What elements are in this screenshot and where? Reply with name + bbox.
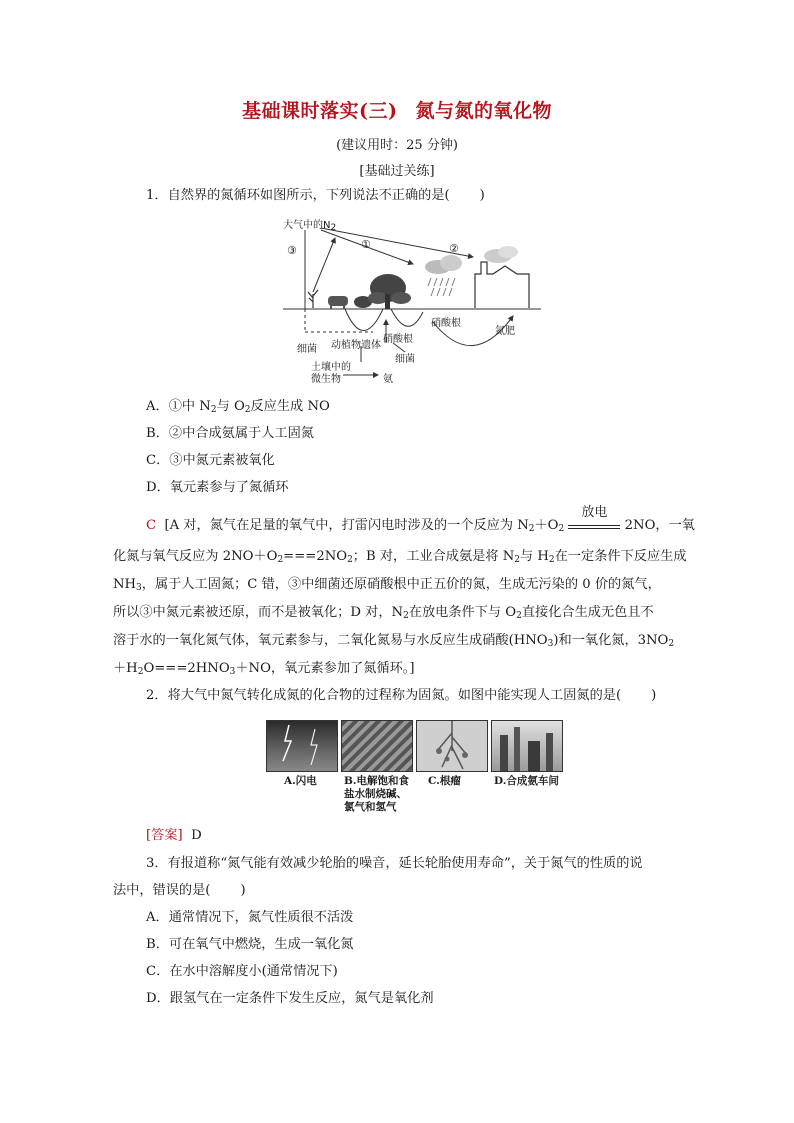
- q3-stem-line2: 法中，错误的是( ): [113, 883, 246, 898]
- atmosphere-label: 大气中的$N_2$: [283, 220, 337, 233]
- marker-3: ③: [287, 244, 297, 257]
- ammonia-plant-image: [491, 720, 563, 772]
- q1-option-c: C．③中氮元素被氧化: [146, 453, 275, 468]
- soil-microbe-label: 土壤中的 微生物: [311, 362, 351, 385]
- q3-stem-line1: 3．有报道称“氮气能有效减少轮胎的噪音，延长轮胎使用寿命”，关于氮气的性质的说: [146, 856, 643, 871]
- image-caption-b: B.电解饱和食盐水制烧碱、氯气和氢气: [344, 775, 410, 813]
- q1-explanation-line6: $+H_2O===2HNO_3+NO$，氧元素参加了氮循环。]: [113, 661, 415, 677]
- q3-option-d: D．跟氢气在一定条件下发生反应，氮气是氧化剂: [146, 991, 434, 1006]
- title-part2: 氮与氮的氧化物: [415, 100, 552, 122]
- q1-answer-letter: C: [146, 518, 157, 533]
- q1-explanation-line5: 溶于水的一氧化氮气体，氧元素参与，二氧化氮易与水反应生成硝酸$(HNO_3)$和一氧化氮，$3NO_2$: [113, 633, 675, 649]
- root-nodule-image: [416, 720, 488, 772]
- q2-answer: [答案] D: [146, 828, 202, 843]
- q3-option-c: C．在水中溶解度小(通常情况下): [146, 964, 338, 979]
- bacteria-label-2: 细菌: [395, 354, 415, 365]
- nitrate-label-2: 硝酸根: [383, 334, 413, 345]
- q1-explanation-line2: 化氮与氧气反应为 $2NO+O_2===2NO_2$；B 对，工业合成氨是将 $N_2$与 $H_2$在一定条件下反应生成: [113, 549, 687, 565]
- lightning-image: [266, 720, 338, 772]
- title-part1: 基础课时落实(三): [242, 100, 398, 122]
- nitrogen-cycle-diagram: [283, 212, 543, 387]
- image-caption-a: A.闪电: [284, 775, 317, 787]
- time-hint: (建议用时：25 分钟): [336, 138, 458, 153]
- fertilizer-label: 氮肥: [495, 326, 515, 337]
- q1-explanation-line4: 所以③中氮元素被还原，而不是被氧化；D 对，$N_2$在放电条件下与 $O_2$直接化合生成无色且不: [113, 605, 654, 621]
- q1-option-b: B．②中合成氨属于人工固氮: [146, 426, 314, 441]
- remains-label: 动植物遗体: [331, 340, 381, 351]
- q1-explanation-line1: C [A 对，氮气在足量的氧气中，打雷闪电时涉及的一个反应为 $N_2+O_2$ 放电 2NO，一氧: [146, 505, 695, 534]
- image-caption-d: D.合成氨车间: [494, 775, 559, 787]
- q1-explanation-line3: $NH_3$，属于人工固氮；C 错，③中细菌还原硝酸根中正五价的氮，生成无污染的 0 价的氮气，: [113, 577, 661, 593]
- nitrate-label: 硝酸根: [431, 318, 461, 329]
- ammonia-label: 氨: [383, 374, 393, 385]
- q3-option-a: A．通常情况下，氮气性质很不活泼: [146, 910, 354, 925]
- marker-2: ②: [449, 242, 459, 255]
- answer-label: [答案]: [146, 828, 183, 843]
- electrolysis-image: [341, 720, 413, 772]
- page-title: [0, 96, 794, 123]
- discharge-condition: 放电: [568, 519, 620, 529]
- marker-1: ①: [361, 238, 371, 251]
- bacteria-label: 细菌: [297, 344, 317, 355]
- q3-option-b: B．可在氧气中燃烧，生成一氧化氮: [146, 937, 354, 952]
- section-label: [基础过关练]: [359, 164, 435, 179]
- q1-option-a: A．①中 $N_2$与 $O_2$反应生成 NO: [146, 399, 330, 415]
- image-caption-c: C.根瘤: [428, 775, 461, 787]
- q2-stem: 2．将大气中氮气转化成氮的化合物的过程称为固氮。如图中能实现人工固氮的是( ): [146, 688, 657, 703]
- q1-stem: 1．自然界的氮循环如图所示，下列说法不正确的是( ): [146, 188, 485, 203]
- q1-option-d: D．氧元素参与了氮循环: [146, 480, 289, 495]
